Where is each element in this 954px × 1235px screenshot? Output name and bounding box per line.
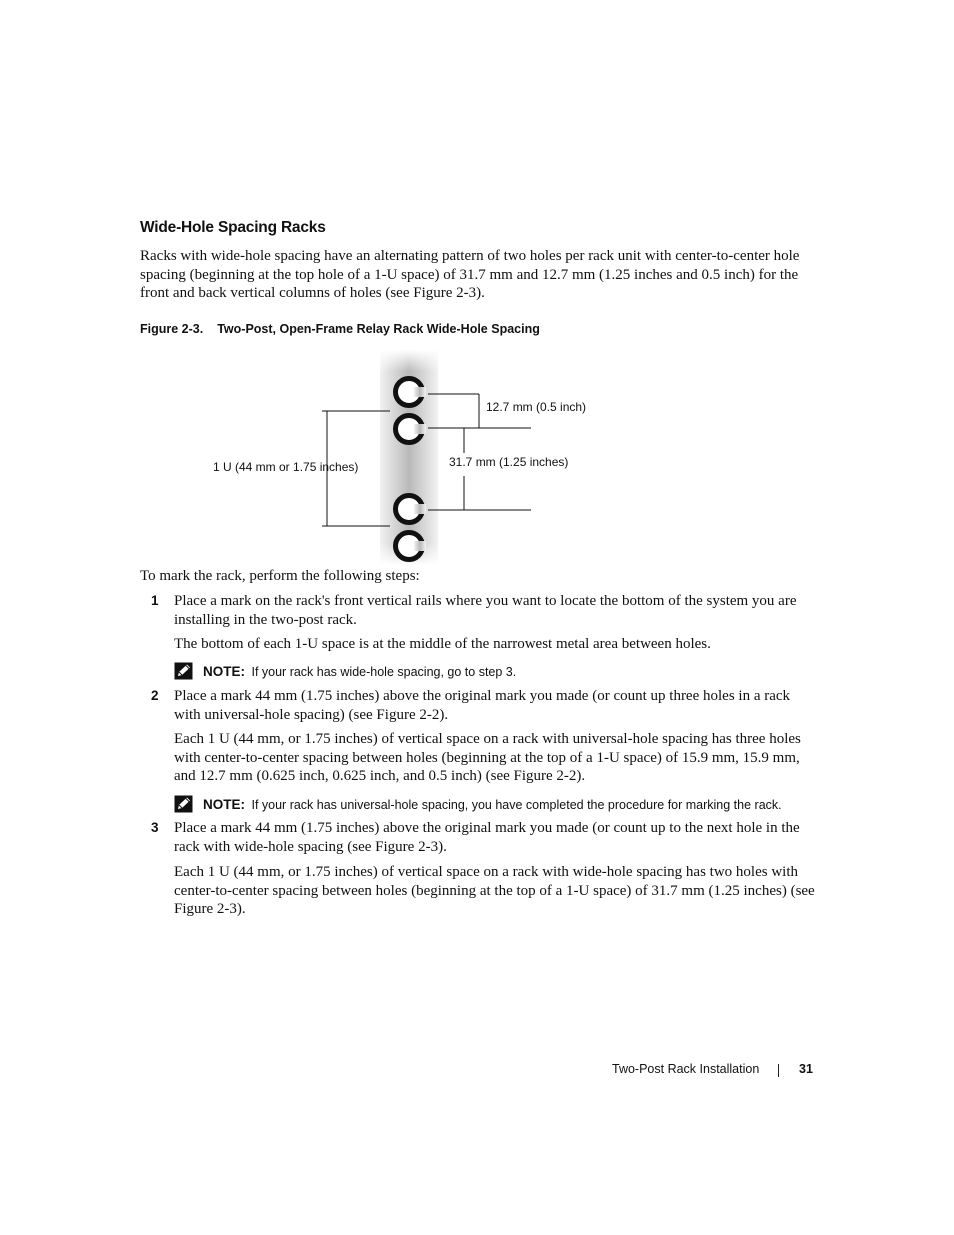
figure-caption bbox=[140, 322, 540, 336]
rack-hole bbox=[396, 533, 427, 560]
page-number: 31 bbox=[799, 1062, 813, 1076]
note-label: NOTE: bbox=[203, 797, 245, 812]
rack-hole bbox=[396, 496, 427, 523]
note-text: If your rack has universal-hole spacing, you have completed the procedure for marking the rack. bbox=[251, 798, 782, 812]
note-text: If your rack has wide-hole spacing, go to step 3. bbox=[251, 665, 517, 679]
step-text: Place a mark 44 mm (1.75 inches) above the original mark you made (or count up to the next hole in the rack with wide-hole spacing (see Figure 2-3). bbox=[174, 820, 800, 855]
step-detail: Each 1 U (44 mm, or 1.75 inches) of vertical space on a rack with universal-hole spacing has three holes with center-to-center spacing between holes (beginning at the top of a 1-U space) of 15.9 mm, 15.9 mm, and 12.7 mm (0.625 inch, 0.625 inch, and 0.5 inch) (see Figure 2-2). bbox=[174, 731, 801, 785]
step-number: 1 bbox=[151, 593, 159, 608]
step-text: Place a mark on the rack's front vertical rails where you want to locate the bottom of the system you are installing in the two-post rack. bbox=[174, 593, 797, 628]
step-detail: The bottom of each 1-U space is at the middle of the narrowest metal area between holes. bbox=[174, 636, 711, 652]
one-u-label: 1 U (44 mm or 1.75 inches) bbox=[213, 460, 359, 474]
note-pencil-icon bbox=[174, 662, 193, 680]
step-text: Place a mark 44 mm (1.75 inches) above the original mark you made (or count up three holes in a rack with universal-hole spacing) (see Figure 2-2). bbox=[174, 688, 791, 723]
footer-separator bbox=[778, 1064, 779, 1077]
note-pencil-icon bbox=[174, 795, 193, 813]
steps-intro: To mark the rack, perform the following steps: bbox=[140, 568, 420, 584]
intro-paragraph: Racks with wide-hole spacing have an alternating pattern of two holes per rack unit with center-to-center hole spacing (beginning at the top hole of a 1-U space) of 31.7 mm and 12.7 mm (1.25 inches and 0.5 inch) for the front and back vertical columns of holes (see Figure 2-3). bbox=[140, 248, 800, 302]
step-number: 2 bbox=[151, 688, 159, 703]
step-number: 3 bbox=[151, 820, 159, 835]
rack-hole bbox=[396, 416, 427, 443]
note-label: NOTE: bbox=[203, 664, 245, 679]
note bbox=[174, 662, 824, 680]
figure-title: Two-Post, Open-Frame Relay Rack Wide-Hole Spacing bbox=[217, 322, 540, 336]
footer-chapter: Two-Post Rack Installation bbox=[612, 1062, 760, 1076]
step-detail: Each 1 U (44 mm, or 1.75 inches) of vertical space on a rack with wide-hole spacing has two holes with center-to-center spacing between holes (beginning at the top of a 1-U space) of 31.7 mm (1.25 inches) (see Figure 2-3). bbox=[174, 864, 815, 918]
figure-number: Figure 2-3. bbox=[140, 322, 204, 336]
section-heading: Wide-Hole Spacing Racks bbox=[140, 219, 326, 236]
rack-hole-diagram bbox=[200, 350, 620, 565]
rack-hole bbox=[396, 379, 427, 406]
note bbox=[174, 795, 824, 813]
large-gap-label: 31.7 mm (1.25 inches) bbox=[449, 455, 569, 469]
small-gap-label: 12.7 mm (0.5 inch) bbox=[486, 400, 587, 414]
